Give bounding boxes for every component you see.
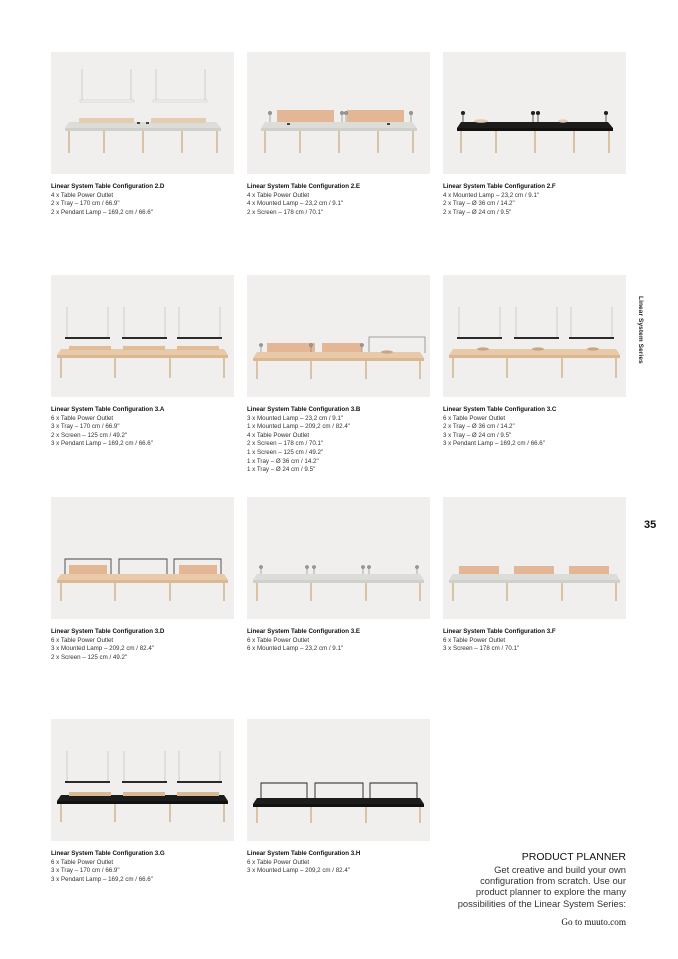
spec-line: 2 x Tray – 170 cm / 66.9" (51, 200, 120, 208)
table-illustration (443, 275, 626, 397)
table-illustration (51, 497, 234, 619)
spec-line: 6 x Table Power Outlet (247, 636, 310, 644)
product-image (247, 52, 430, 174)
table-illustration (51, 719, 234, 841)
card-title: Linear System Table Configuration 3.C (443, 406, 557, 413)
spec-line: 4 x Table Power Outlet (247, 191, 310, 199)
spec-line: 2 x Tray – Ø 24 cm / 9.5" (443, 208, 512, 216)
spec-line: 6 x Table Power Outlet (443, 414, 506, 422)
card-title: Linear System Table Configuration 3.E (247, 628, 360, 635)
card-title: Linear System Table Configuration 2.F (443, 183, 556, 190)
config-card-3b (247, 275, 430, 475)
spec-line: 2 x Tray – Ø 36 cm / 14.2" (443, 200, 515, 208)
card-title: Linear System Table Configuration 3.B (247, 406, 361, 413)
table-illustration (247, 52, 430, 174)
spec-line: 3 x Mounted Lamp – 209,2 cm / 82.4" (247, 867, 350, 875)
spec-line: 3 x Mounted Lamp – 209,2 cm / 82.4" (51, 645, 154, 653)
config-card-2e (247, 52, 430, 217)
spec-line: 2 x Screen – 125 cm / 49.2" (51, 653, 128, 661)
product-image (247, 275, 430, 397)
spec-line: 3 x Tray – 170 cm / 66.9" (51, 423, 120, 431)
table-illustration (247, 275, 430, 397)
spec-line: 3 x Pendant Lamp – 169,2 cm / 66.6" (51, 440, 153, 448)
config-card-2f (443, 52, 626, 217)
table-illustration (443, 52, 626, 174)
spec-line: 2 x Pendant Lamp – 169,2 cm / 66.6" (51, 208, 153, 216)
config-card-3h (247, 719, 430, 876)
product-image (443, 52, 626, 174)
config-card-3a (51, 275, 234, 449)
spec-line: 1 x Tray – Ø 36 cm / 14.2" (247, 457, 319, 465)
spec-line: 3 x Tray – Ø 24 cm / 9.5" (443, 431, 512, 439)
planner-text-line: product planner to explore the many (475, 886, 626, 898)
spec-line: 1 x Tray – Ø 24 cm / 9.5" (247, 466, 316, 474)
planner-text-line: configuration from scratch. Use our (480, 875, 626, 887)
product-image (51, 497, 234, 619)
spec-line: 4 x Table Power Outlet (51, 191, 114, 199)
spec-line: 6 x Table Power Outlet (51, 858, 114, 866)
card-title: Linear System Table Configuration 2.E (247, 183, 360, 190)
spec-line: 6 x Table Power Outlet (247, 858, 310, 866)
spec-line: 3 x Tray – 170 cm / 66.9" (51, 867, 120, 875)
product-planner (443, 851, 626, 927)
config-card-3d (51, 497, 234, 662)
page-number: 35 (644, 519, 657, 531)
card-title: Linear System Table Configuration 3.A (51, 406, 165, 413)
spec-line: 6 x Table Power Outlet (443, 636, 506, 644)
spec-line: 3 x Mounted Lamp – 23,2 cm / 9.1" (247, 414, 344, 422)
table-illustration (443, 497, 626, 619)
table-illustration (247, 497, 430, 619)
table-illustration (51, 52, 234, 174)
card-title: Linear System Table Configuration 3.F (443, 628, 556, 635)
spec-line: 1 x Screen – 125 cm / 49.2" (247, 448, 324, 456)
product-image (51, 275, 234, 397)
card-title: Linear System Table Configuration 2.D (51, 183, 165, 190)
config-card-3c (443, 275, 626, 449)
product-image (51, 52, 234, 174)
card-title: Linear System Table Configuration 3.H (247, 850, 361, 857)
spec-line: 4 x Mounted Lamp – 23,2 cm / 9.1" (443, 191, 540, 199)
product-image (51, 719, 234, 841)
spec-line: 3 x Pendant Lamp – 169,2 cm / 66.6" (51, 875, 153, 883)
spec-line: 6 x Table Power Outlet (51, 414, 114, 422)
card-title: Linear System Table Configuration 3.G (51, 850, 165, 857)
spec-line: 6 x Table Power Outlet (51, 636, 114, 644)
config-card-2d (51, 52, 234, 217)
spec-line: 1 x Mounted Lamp – 209,2 cm / 82.4" (247, 423, 350, 431)
spec-line: 2 x Tray – Ø 36 cm / 14.2" (443, 423, 515, 431)
config-card-3f (443, 497, 626, 654)
card-title: Linear System Table Configuration 3.D (51, 628, 165, 635)
product-image (443, 275, 626, 397)
table-illustration (51, 275, 234, 397)
planner-text-line: Get creative and build your own (494, 864, 626, 875)
config-card-3e (247, 497, 430, 654)
product-image (247, 497, 430, 619)
spec-line: 2 x Screen – 178 cm / 70.1" (247, 208, 324, 216)
product-image (443, 497, 626, 619)
spec-line: 4 x Mounted Lamp – 23,2 cm / 9.1" (247, 200, 344, 208)
table-illustration (247, 719, 430, 841)
spec-line: 3 x Pendant Lamp – 169,2 cm / 66.6" (443, 440, 545, 448)
config-card-3g (51, 719, 234, 884)
spec-line: 4 x Table Power Outlet (247, 431, 310, 439)
planner-title: PRODUCT PLANNER (521, 851, 626, 863)
planner-text-line: possibilities of the Linear System Series: (457, 897, 626, 909)
spec-line: 6 x Mounted Lamp – 23,2 cm / 9.1" (247, 645, 344, 653)
product-image (247, 719, 430, 841)
muuto-link[interactable]: Go to muuto.com (561, 916, 626, 927)
spec-line: 2 x Screen – 178 cm / 70.1" (247, 440, 324, 448)
spec-line: 2 x Screen – 125 cm / 49.2" (51, 431, 128, 439)
series-side-label: Linear System Series (637, 296, 644, 364)
spec-line: 3 x Screen – 178 cm / 70.1" (443, 645, 520, 653)
